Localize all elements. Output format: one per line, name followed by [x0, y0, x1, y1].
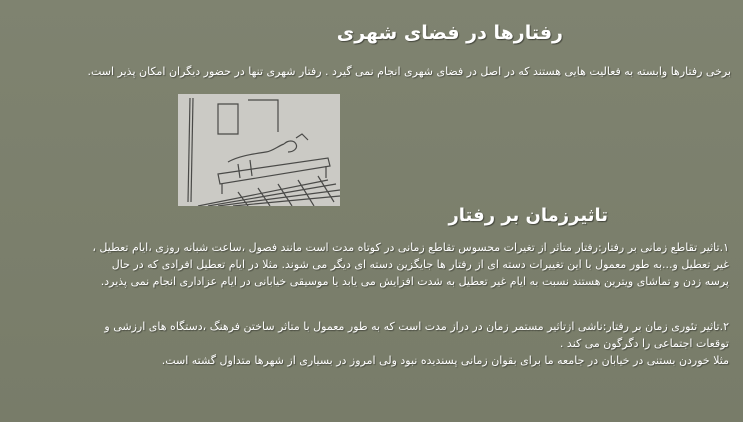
intro-text: برخی رفتارها وابسته به فعالیت هایی هستند که در اصل در فضای شهری انجام نمی گیرد . رفتار شهری تنها در حضور دیگران امکان پذیر است.	[87, 65, 731, 78]
street-sketch-image	[178, 94, 340, 206]
paragraph-1	[39, 239, 729, 290]
paragraph-2-line: توقعات اجتماعی را دگرگون می کند .	[559, 337, 729, 350]
paragraph-2-line: مثلا خوردن بستنی در خیابان در جامعه ما برای بقوان زمانی پسندیده نبود ولی امروز در بسیاری از شهرها متداول گشته است.	[161, 354, 729, 367]
section-subtitle: تاثیرزمان بر رفتار	[448, 205, 608, 226]
slide-title: رفتارها در فضای شهری	[336, 22, 563, 44]
paragraph-1-line: غیر تعطیل و...به طور معمول با این تغییرات دسته ای از رفتار ها جایگزین دسته ای دیگر می شوند. مثلا در ایام تعطیل افرادی که در حال	[111, 258, 729, 271]
paragraph-2	[39, 318, 729, 369]
street-sketch-drawing	[178, 94, 340, 206]
paragraph-1-line: ۱.تاثیر تقاطع زمانی بر رفتار:رفتار متاثر از تغیرات محسوس تقاطع زمانی در کوتاه مدت است مانند فصول ،ساعت شبانه روزی ،ایام تعطیل ،	[92, 241, 729, 254]
paragraph-2-line: ۲.تاثیر تئوری زمان بر رفتار:ناشی ازتاثیر مستمر زمان در دراز مدت است که به طور معمول با متاثر ساختن فرهنگ ،دستگاه های ارزشی و	[104, 320, 729, 333]
paragraph-1-line: پرسه زدن و تماشای ویترین هستند نسبت به ایام غیر تعطیل به شدت افزایش می یابد یا موسیقی خیابانی در ایام عزاداری انجام نمی پذیرد.	[100, 275, 729, 288]
